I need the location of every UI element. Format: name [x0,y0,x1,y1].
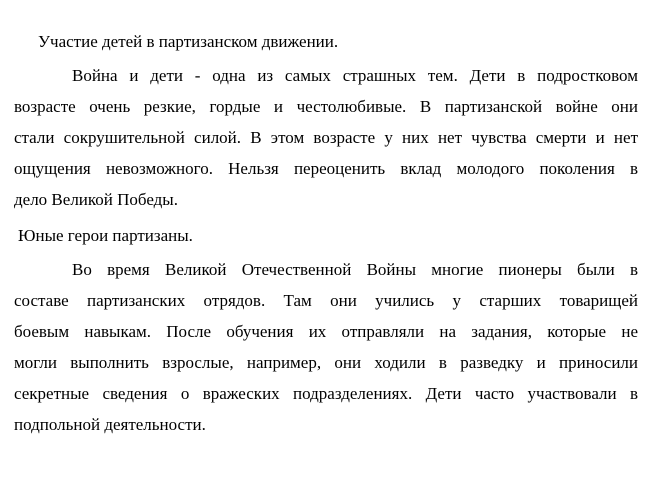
paragraph1-line-3: стали сокрушительной силой. В этом возрасте у них нет чувства смерти и нет [14,128,638,147]
paragraph1-line-2: возрасте очень резкие, гордые и честолюбивые. В партизанской войне они [14,97,638,116]
paragraph1-line-5: дело Великой Победы. [14,190,178,209]
paragraph1-line-1: Война и дети - одна из самых страшных тем. Дети в подростковом [72,66,638,85]
heading-young-partisan-heroes: Юные герои партизаны. [18,226,193,245]
paragraph2-line-5: секретные сведения о вражеских подразделениях. Дети часто участвовали в [14,384,638,403]
paragraph2-line-1: Во время Великой Отечественной Войны многие пионеры были в [72,260,638,279]
paragraph2-line-4: могли выполнить взрослые, например, они ходили в разведку и приносили [14,353,638,372]
paragraph2-line-6: подпольной деятельности. [14,415,206,434]
paragraph2-line-3: боевым навыкам. После обучения их отправляли на задания, которые не [14,322,638,341]
heading-children-partisan-movement: Участие детей в партизанском движении. [38,32,339,51]
paragraph1-line-4: ощущения невозможного. Нельзя переоценить вклад молодого поколения в [14,159,638,178]
paragraph2-line-2: составе партизанских отрядов. Там они учились у старших товарищей [14,291,638,310]
